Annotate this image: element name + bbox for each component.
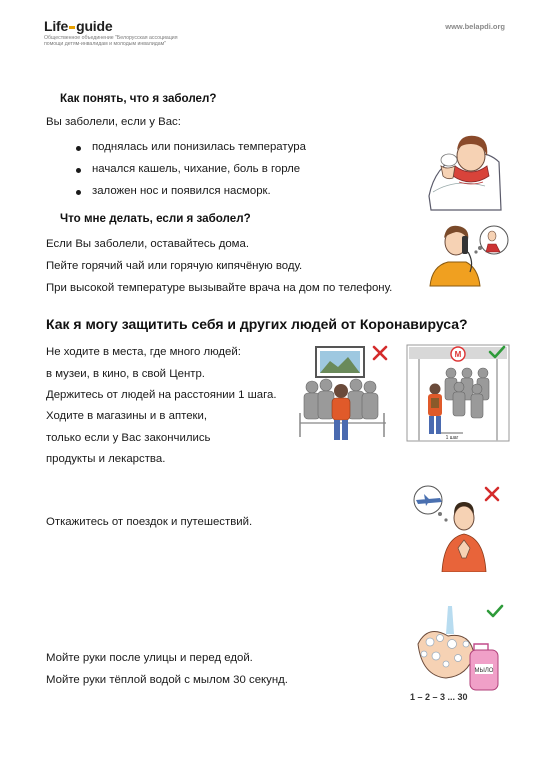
advice-line: Если Вы заболели, оставайтесь дома. — [46, 238, 250, 250]
travel-text: Откажитесь от поездок и путешествий. — [46, 516, 253, 528]
check-icon — [488, 345, 506, 359]
section-heading-how-to-know: Как понять, что я заболел? — [60, 92, 217, 105]
advice-line: Пейте горячий чай или горячую кипячёную воду. — [46, 260, 303, 272]
count-label: 1 – 2 – 3 ... 30 — [410, 692, 468, 702]
org-name-line-2: помощи детям-инвалидам и молодым инвалидам" — [44, 41, 167, 47]
logo — [44, 18, 112, 34]
bullet-dot — [76, 168, 81, 173]
protection-line: продукты и лекарства. — [46, 453, 166, 465]
site-url: www.belapdi.org — [445, 22, 505, 31]
handwash-line: Мойте руки после улицы и перед едой. — [46, 652, 253, 664]
section-heading-what-to-do: Что мне делать, если я заболел? — [60, 212, 251, 225]
logo-text-guide: guide — [76, 18, 113, 34]
logo-text-life: Life — [44, 18, 69, 34]
handwash-line: Мойте руки тёплой водой с мылом 30 секунд. — [46, 674, 288, 686]
check-icon — [486, 604, 504, 618]
protection-line: Не ходите в места, где много людей: — [46, 346, 241, 358]
cross-icon — [372, 345, 388, 361]
protection-line: Держитесь от людей на расстоянии 1 шага. — [46, 389, 277, 401]
protection-line: в музеи, в кино, в свой Центр. — [46, 368, 205, 380]
step-label: 1 шаг — [445, 435, 459, 441]
bullet-dot — [76, 146, 81, 151]
advice-line: При высокой температуре вызывайте врача на дом по телефону. — [46, 282, 393, 294]
bullet-dot — [76, 190, 81, 195]
protection-line: Ходите в магазины и в аптеки, — [46, 410, 208, 422]
logo-dash — [69, 26, 75, 29]
metro-letter: М — [454, 350, 462, 359]
section-heading-protection: Как я могу защитить себя и других людей от Коронавируса? — [46, 316, 468, 332]
symptom-item: поднялась или понизилась температура — [92, 141, 306, 153]
symptom-item: начался кашель, чихание, боль в горле — [92, 163, 301, 175]
sick-person-illustration — [425, 126, 503, 214]
protection-line: только если у Вас закончились — [46, 432, 211, 444]
org-name-line-1: Общественное объединение "Белорусская ассоциация — [44, 35, 178, 41]
cross-icon — [484, 486, 500, 502]
handwashing-illustration — [408, 604, 508, 704]
intro-text: Вы заболели, если у Вас: — [46, 116, 181, 128]
symptom-item: заложен нос и появился насморк. — [92, 185, 271, 197]
phone-call-illustration — [426, 222, 510, 288]
soap-label: МЫЛО — [474, 668, 494, 674]
